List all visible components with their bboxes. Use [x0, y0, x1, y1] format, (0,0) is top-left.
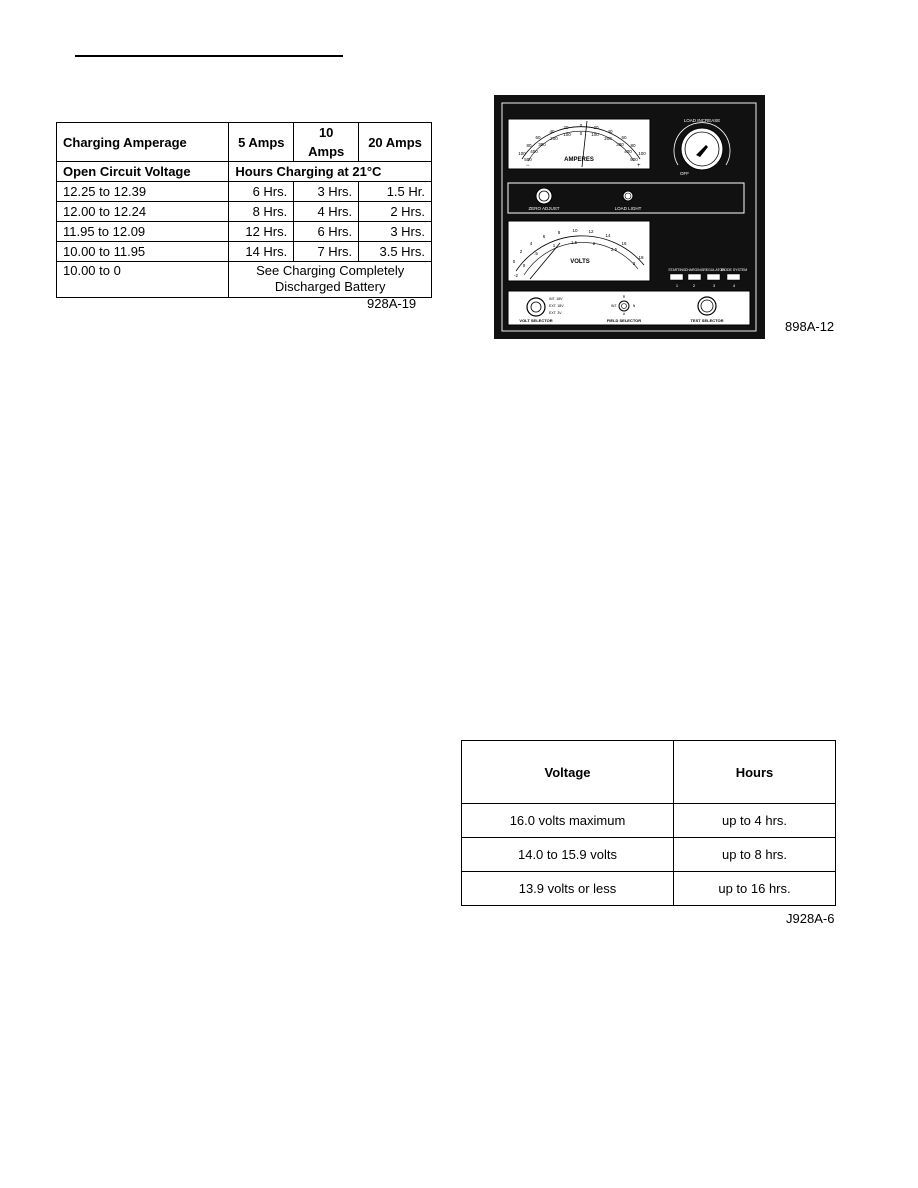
amp-inner-label: 500	[630, 157, 638, 162]
amp-inner-label: 400	[530, 149, 538, 154]
hours-10-cell: 4 Hrs.	[294, 202, 359, 222]
table-row	[462, 804, 836, 838]
hours-5-cell: 12 Hrs.	[229, 222, 294, 242]
hours-5-cell: 14 Hrs.	[229, 242, 294, 262]
hours-header: Hours	[674, 741, 836, 804]
header-rule	[75, 55, 343, 57]
amp-inner-label: 200	[604, 136, 612, 141]
hours-20-cell: 3.5 Hrs.	[359, 242, 432, 262]
hours-10-cell: 7 Hrs.	[294, 242, 359, 262]
voltage-hours-table	[461, 740, 836, 906]
amp-inner-label: 500	[524, 157, 532, 162]
hours-20-cell: 2 Hrs.	[359, 202, 432, 222]
field-option: A	[622, 312, 626, 316]
volt-selector-knob[interactable]	[527, 298, 545, 316]
charging-rate-table	[56, 122, 432, 298]
table-row	[462, 872, 836, 906]
volt-inner-label: -2	[513, 273, 519, 278]
regulator-test-button[interactable]	[707, 274, 720, 280]
ammeter-minus: −	[526, 163, 530, 169]
volt-tick-label: 2	[519, 249, 523, 254]
voltage-cell: 16.0 volts maximum	[462, 804, 674, 838]
discharged-note-line2: Discharged Battery	[274, 279, 386, 294]
amp-tick-label: 20	[593, 125, 599, 130]
hours-20-cell: 1.5 Hr.	[359, 182, 432, 202]
table-subheader-row	[57, 162, 432, 182]
amp-tick-label: 0	[579, 123, 583, 128]
hours-cell: up to 8 hrs.	[674, 838, 836, 872]
volt-tick-label: 14	[605, 233, 611, 238]
amp-tick-label: 40	[607, 129, 613, 134]
volt-inner-label: 3	[632, 261, 636, 266]
voltage-cell: 14.0 to 15.9 volts	[462, 838, 674, 872]
ammeter-plus: +	[637, 163, 641, 169]
table-row	[57, 202, 432, 222]
test-button-label: REGULATOR	[703, 268, 725, 272]
volt-inner-label: .5	[534, 251, 538, 256]
amp-tick-label: 100	[518, 151, 526, 156]
field-option: N	[632, 304, 636, 308]
volt-selector-label: VOLT SELECTOR	[519, 318, 553, 323]
amp-inner-label: 100	[591, 132, 599, 137]
hours-cell: up to 16 hrs.	[674, 872, 836, 906]
amp-tick-label: 100	[638, 151, 646, 156]
voltage-cell: 12.00 to 12.24	[57, 202, 229, 222]
tester-illustration	[494, 95, 765, 339]
table-header-row	[462, 741, 836, 804]
test-selector-label: TEST SELECTOR	[690, 318, 724, 323]
amp-inner-label: 200	[550, 136, 558, 141]
table-row	[57, 222, 432, 242]
figure-label-j928a-6: J928A-6	[786, 911, 835, 926]
off-label: OFF	[680, 171, 689, 176]
test-number: 4	[732, 283, 736, 288]
volt-inner-label: 2.5	[610, 247, 618, 252]
load-light	[623, 191, 633, 201]
amp-inner-label: 100	[563, 132, 571, 137]
volt-inner-label: 1	[552, 243, 556, 248]
volt-selector-option: INT. 18V	[549, 297, 563, 301]
hours-10-cell: 6 Hrs.	[294, 222, 359, 242]
amps-10-header: 10 Amps	[294, 123, 359, 162]
discharged-note-line1: See Charging Completely	[256, 263, 405, 278]
volt-tick-label: 8	[557, 230, 561, 235]
volt-inner-label: 1.5	[570, 240, 578, 245]
voltage-cell: 10.00 to 11.95	[57, 242, 229, 262]
field-option: R	[622, 295, 626, 299]
volt-tick-label: 6	[542, 234, 546, 239]
volt-inner-label: 0	[522, 263, 526, 268]
voltage-header: Voltage	[462, 741, 674, 804]
table-row	[57, 182, 432, 202]
amp-tick-label: 40	[549, 129, 555, 134]
hours-10-cell: 3 Hrs.	[294, 182, 359, 202]
amps-20-header: 20 Amps	[359, 123, 432, 162]
amps-5-header: 5 Amps	[229, 123, 294, 162]
field-option: INT.	[610, 304, 618, 308]
load-increase-label: LOAD INCREASE	[683, 118, 721, 123]
volt-inner-label: 2	[592, 241, 596, 246]
diode-test-button[interactable]	[727, 274, 740, 280]
test-number: 3	[712, 283, 716, 288]
voltage-cell: 11.95 to 12.09	[57, 222, 229, 242]
volt-tick-label: 16	[621, 241, 627, 246]
amp-inner-label: 300	[616, 142, 624, 147]
charging-amperage-label: Charging Amperage	[57, 123, 229, 162]
amp-inner-label: 400	[624, 149, 632, 154]
amp-tick-label: 20	[563, 125, 569, 130]
figure-label-928a-19: 928A-19	[367, 296, 417, 311]
ammeter-label: AMPERES	[564, 157, 594, 163]
hours-5-cell: 6 Hrs.	[229, 182, 294, 202]
volt-tick-label: 12	[588, 229, 594, 234]
load-light-label: LOAD LIGHT	[614, 206, 642, 211]
volt-tick-label: 0	[512, 259, 516, 264]
test-button-label: CHARGING	[684, 268, 704, 272]
amp-tick-label: 60	[535, 135, 541, 140]
test-number: 1	[675, 283, 679, 288]
hours-charging-label: Hours Charging at 21°C	[229, 162, 432, 182]
amp-inner-label: 300	[538, 142, 546, 147]
volt-tick-label: 4	[529, 241, 533, 246]
starting-test-button[interactable]	[670, 274, 683, 280]
figure-label-898a-12: 898A-12	[785, 319, 835, 334]
hours-5-cell: 8 Hrs.	[229, 202, 294, 222]
voltage-cell: 12.25 to 12.39	[57, 182, 229, 202]
table-header-row	[57, 123, 432, 162]
voltmeter-label: VOLTS	[570, 259, 590, 265]
volt-selector-option: EXT. 3V	[549, 311, 562, 315]
discharged-note-cell	[229, 262, 432, 298]
table-row	[57, 242, 432, 262]
charging-test-button[interactable]	[688, 274, 701, 280]
test-button-label: DIODE SYSTEM	[720, 268, 748, 272]
field-selector-knob[interactable]	[619, 301, 629, 311]
open-circuit-voltage-label: Open Circuit Voltage	[57, 162, 229, 182]
zero-adjust-knob[interactable]	[536, 188, 552, 204]
volt-selector-option: EXT. 18V	[549, 304, 564, 308]
zero-adjust-label: ZERO ADJUST	[528, 206, 560, 211]
voltage-cell: 13.9 volts or less	[462, 872, 674, 906]
amp-tick-label: 80	[630, 143, 636, 148]
voltage-cell: 10.00 to 0	[57, 262, 229, 298]
amp-inner-label: 0	[579, 131, 583, 136]
field-selector-label: FIELD SELECTOR	[606, 318, 642, 323]
table-row	[57, 262, 432, 298]
test-button-label: STARTING	[668, 268, 686, 272]
amp-tick-label: 60	[621, 135, 627, 140]
table-row	[462, 838, 836, 872]
test-number: 2	[692, 283, 696, 288]
volt-tick-label: 18	[638, 255, 644, 260]
volt-tick-label: 10	[572, 228, 578, 233]
hours-20-cell: 3 Hrs.	[359, 222, 432, 242]
amp-tick-label: 80	[526, 143, 532, 148]
hours-cell: up to 4 hrs.	[674, 804, 836, 838]
